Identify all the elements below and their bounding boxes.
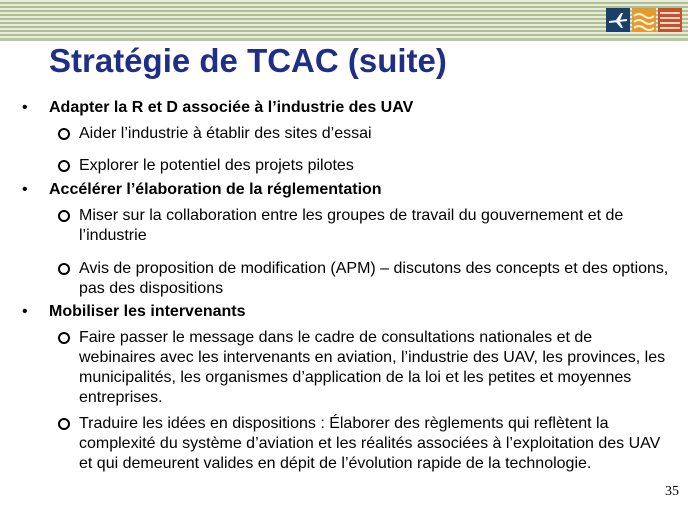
bullet-dot-icon: • xyxy=(22,303,28,320)
sub-bullet-text: Explorer le potentiel des projets pilotes xyxy=(79,157,354,174)
airplane-logo-icon xyxy=(606,8,630,32)
ring-bullet-icon xyxy=(58,160,70,172)
sub-bullet-text: Aider l’industrie à établir des sites d’essai xyxy=(79,125,372,142)
ring-bullet-icon xyxy=(58,332,70,344)
ring-bullet-icon xyxy=(58,128,70,140)
bullet-dot-icon: • xyxy=(22,181,28,198)
sub-bullet-text: Avis de proposition de modification (APM) – discutons des concepts et des options, pas des dispositions xyxy=(79,260,669,297)
ring-bullet-icon xyxy=(58,263,70,275)
ring-bullet-icon xyxy=(58,418,70,430)
sub-bullet-text: Miser sur la collaboration entre les groupes de travail du gouvernement et de l’industrie xyxy=(79,207,624,244)
slide-title: Stratégie de TCAC (suite) xyxy=(49,42,447,79)
ring-bullet-icon xyxy=(58,210,70,222)
wave-logo-icon xyxy=(632,8,656,32)
logo-group xyxy=(606,8,682,32)
header-band xyxy=(0,38,688,41)
sub-bullet-text: Faire passer le message dans le cadre de consultations nationales et de webinaires avec les intervenants en aviation, l’industrie des UAV, les provinces, les municipalités, les organismes d’application de la loi et les petites et moyennes entreprises. xyxy=(79,329,666,406)
sub-bullet-text: Traduire les idées en dispositions : Élaborer des règlements qui reflètent la complexité du système d’aviation et les réalités associées à l’exploitation des UAV et qui demeurent valides en dépit de l’évolution rapide de la technologie. xyxy=(79,415,661,472)
bullet-dot-icon: • xyxy=(22,99,28,116)
header-banner xyxy=(0,0,688,38)
page-number: 35 xyxy=(665,484,679,499)
bullet-label: Adapter la R et D associée à l’industrie des UAV xyxy=(49,99,414,116)
flag-stripes-logo-icon xyxy=(658,8,682,32)
bullet-label: Accélérer l’élaboration de la réglementation xyxy=(49,181,382,198)
bullet-label: Mobiliser les intervenants xyxy=(49,303,246,320)
